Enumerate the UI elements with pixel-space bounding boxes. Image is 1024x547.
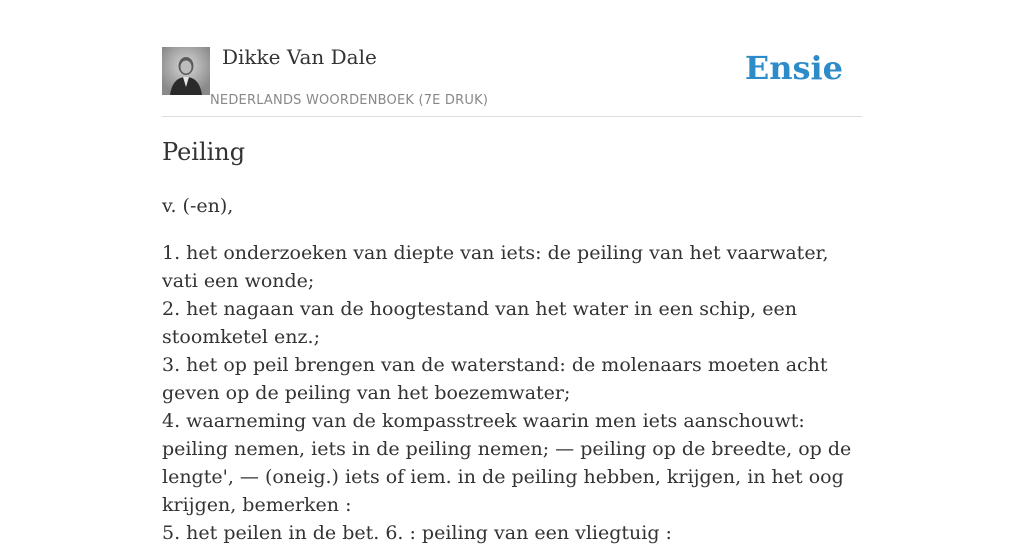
definition-item: 2. het nagaan van de hoogtestand van het water in een schip, een stoomketel enz.; [162,298,797,348]
entry-grammar: v. (-en), [162,195,234,217]
avatar[interactable] [162,47,210,95]
brand-logo-link[interactable]: Ensie [744,49,843,87]
content-container [162,0,862,544]
definition-item: 1. het onderzoeken van diepte van iets: de peiling van het vaarwater, vati een wonde; [162,242,829,292]
source-title: NEDERLANDS WOORDENBOEK (7E DRUK) [210,93,489,108]
portrait-image [162,47,210,95]
definition-item: 5. het peilen in de bet. 6. : peiling van een vliegtuig : [162,522,672,544]
author-name[interactable]: Dikke Van Dale [222,45,377,69]
header [162,0,862,117]
entry-title: Peiling [162,138,246,166]
definition-item: 4. waarneming van de kompasstreek waarin men iets aanschouwt: peiling nemen, iets in de peiling nemen; — peiling op de breedte, op de lengte', — (oneig.) iets of iem. in de peiling hebben, krijgen, in het oog krijgen, bemerken : [162,410,852,516]
definition-item: 3. het op peil brengen van de waterstand: de molenaars moeten acht geven op de peiling van het boezemwater; [162,354,828,404]
entry-definitions [162,239,862,547]
